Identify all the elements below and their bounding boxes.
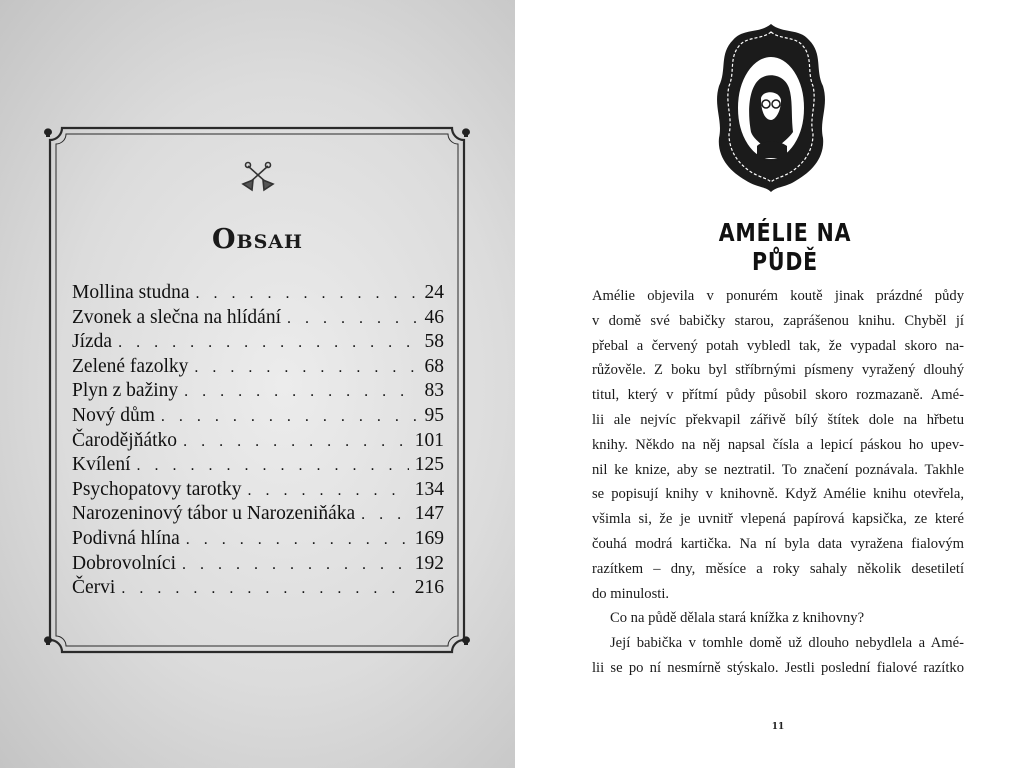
text-line: všimla si, že je uvnitř vlepená papírová kapsička, ze které [592, 511, 964, 528]
text-line: čouhá modrá kartička. Na ní byla data vyražena fialovým [592, 535, 964, 552]
toc-entry: Mollina studna . . . 24 [72, 282, 444, 307]
text-line: růžověle. Z boku byl stříbrnými písmeny vyražený dlouhý [592, 362, 964, 379]
text-line: Co na půdě dělala stará knížka z knihovny? [610, 610, 865, 627]
toc-entry: Kvílení . . . 125 [72, 454, 444, 479]
toc-entry: Narozeninový tábor u Narozeniňáka . . . 147 [72, 503, 444, 528]
toc-entry: Dobrovolníci . . . 192 [72, 553, 444, 578]
toc-entry: Plyn z bažiny . . . 83 [72, 380, 444, 405]
text-line: nil ke knize, aby se neztratil. To značení poznávala. Takhle [592, 461, 964, 478]
toc-title: Obsah [212, 224, 303, 255]
toc-entry: Podivná hlína . . . 169 [72, 528, 444, 553]
toc-entry: Nový dům . . . 95 [72, 405, 444, 430]
text-line: přebal a červený potah vybledl tak, že vypadal skoro na- [592, 337, 964, 354]
text-line: v domě své babičky starou, zaprášenou knihu. Chyběl jí [592, 312, 964, 329]
toc-entry: Červi . . . 216 [72, 577, 444, 602]
text-line: razítkem – dny, měsíce a roky sahaly několik desetiletí [592, 560, 964, 577]
portrait-cameo-icon [713, 20, 829, 196]
toc-entry: Zvonek a slečna na hlídání . . . 46 [72, 307, 444, 332]
text-line: do minulosti. [592, 585, 670, 602]
text-line: lii ale nejvíc překvapil zářivě bílý štítek dole na hřbetu [592, 411, 964, 428]
toc-entry: Jízda . . . 58 [72, 331, 444, 356]
text-line: Její babička v tomhle domě už dlouho nebydlela a Amé- [610, 635, 964, 652]
text-line: titul, který v přítmí půdy působil skoro rozmazaně. Amé- [592, 387, 964, 404]
chapter-body-text [592, 284, 964, 681]
page-number: 11 [771, 722, 785, 732]
chapter-title: AMÉLIE NA PŮDĚ [718, 218, 852, 276]
toc-entry: Zelené fazolky . . . 68 [72, 356, 444, 381]
right-page [515, 0, 1024, 768]
text-line: lii se po ní nesmírně stýskalo. Jestli poslední fialové razítko [592, 659, 964, 676]
text-line: Amélie objevila v ponurém koutě jinak prázdné půdy [592, 288, 964, 304]
toc-list [72, 282, 444, 602]
toc-entry: Psychopatovy tarotky . . . 134 [72, 479, 444, 504]
crossed-brooms-icon [243, 163, 273, 191]
toc-entry: Čarodějňátko . . . 101 [72, 430, 444, 455]
text-line: knihy. Někdo na něj napsal čísla a lepicí páskou ho upev- [592, 436, 964, 453]
text-line: se popisují knihy v knihovně. Když Amélie knihu otevřela, [592, 486, 964, 503]
